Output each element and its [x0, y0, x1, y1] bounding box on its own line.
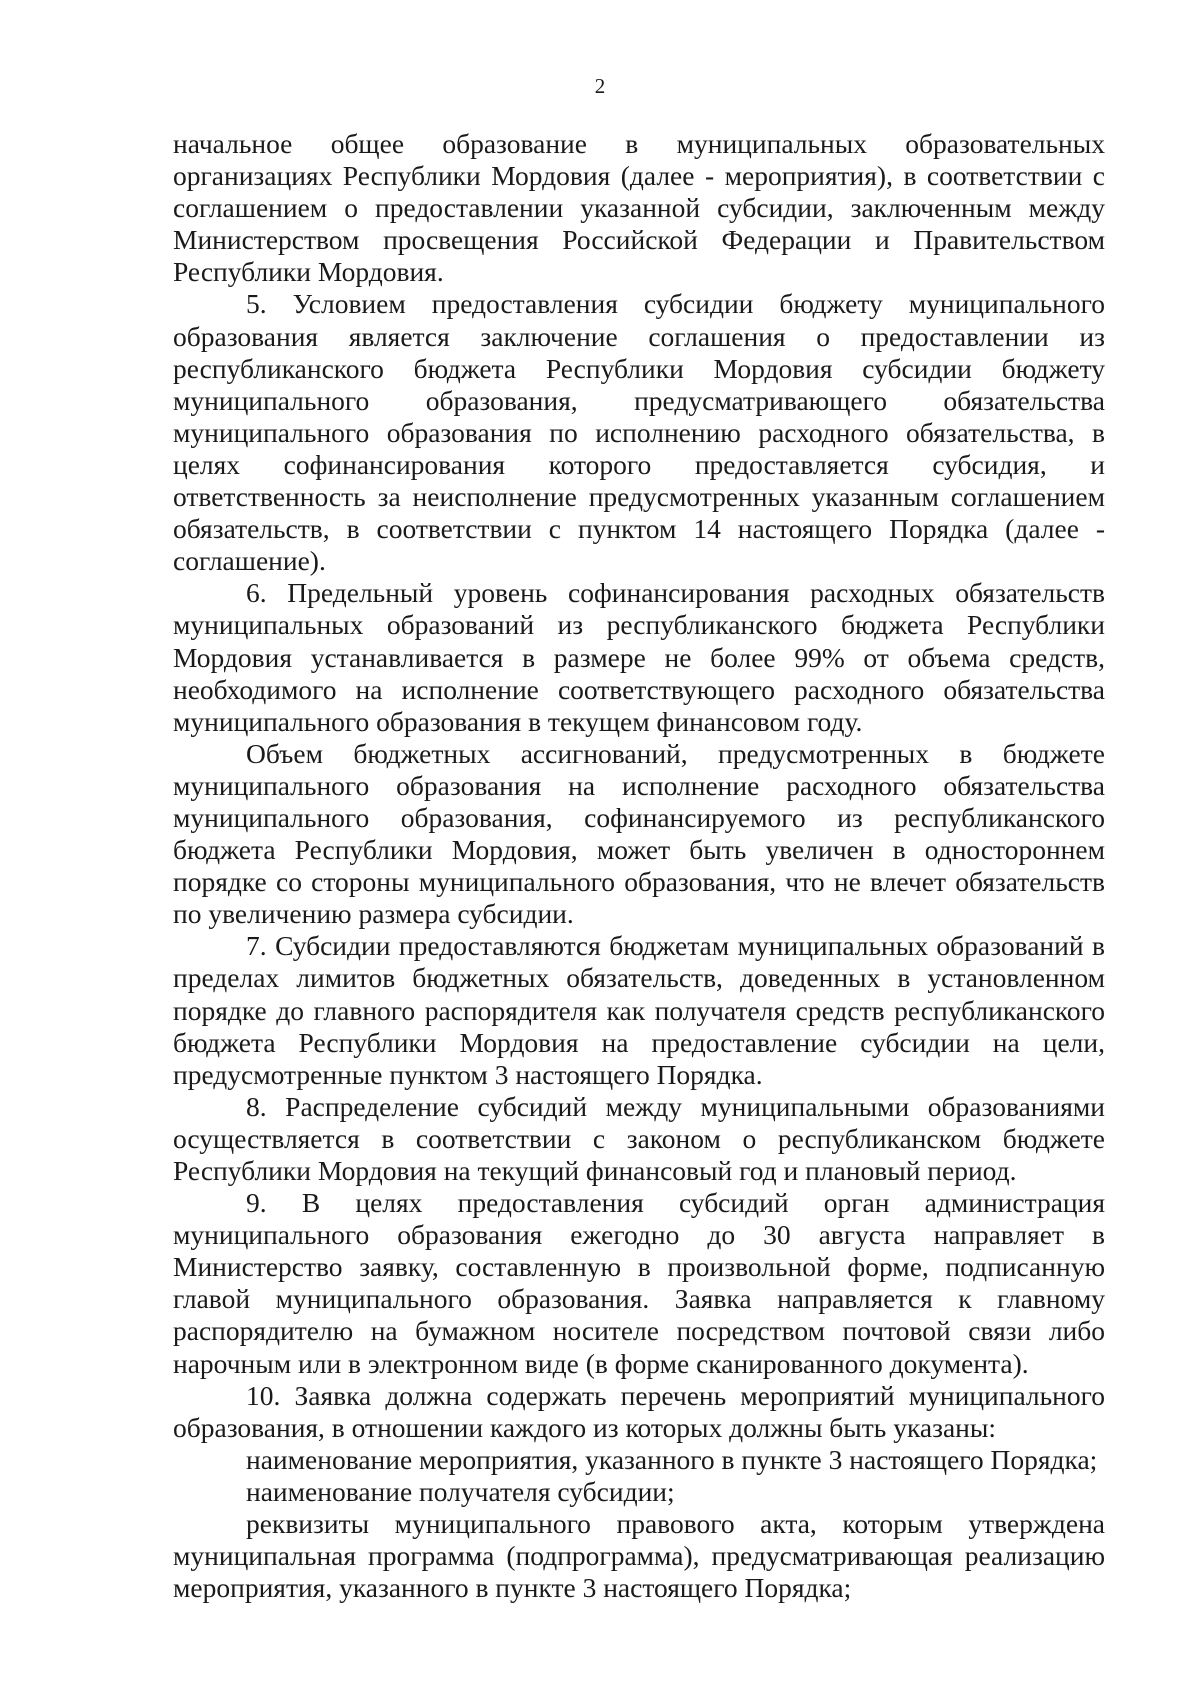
paragraph-item-10: 10. Заявка должна содержать перечень мероприятий муниципального образования, в отношении каждого из которых должны быть указаны:	[173, 1379, 1105, 1443]
paragraph-item-9: 9. В целях предоставления субсидий орган администрация муниципального образования ежегодно до 30 августа направляет в Министерство заявку, составленную в произвольной форме, подписанную главой муниципального образования. Заявка направляется к главному распорядителю на бумажном носителе посредством почтовой связи либо нарочным или в электронном виде (в форме сканированного документа).	[173, 1187, 1105, 1379]
paragraph-item-5: 5. Условием предоставления субсидии бюджету муниципального образования является заключение соглашения о предоставлении из республиканского бюджета Республики Мордовия субсидии бюджету муниципального образования, предусматривающего обязательства муниципального образования по исполнению расходного обязательства, в целях софинансирования которого предоставляется субсидия, и ответственность за неисполнение предусмотренных указанным соглашением обязательств, в соответствии с пунктом 14 настоящего Порядка (далее - соглашение).	[173, 288, 1105, 577]
document-body	[173, 128, 1105, 1604]
paragraph-item-7: 7. Субсидии предоставляются бюджетам муниципальных образований в пределах лимитов бюджетных обязательств, доведенных в установленном порядке до главного распорядителя как получателя средств республиканского бюджета Республики Мордовия на предоставление субсидии на цели, предусмотренные пунктом 3 настоящего Порядка.	[173, 930, 1105, 1090]
list-item-legal-act-details: реквизиты муниципального правового акта, которым утверждена муниципальная программа (подпрограмма), предусматривающая реализацию мероприятия, указанного в пункте 3 настоящего Порядка;	[173, 1508, 1105, 1604]
page-number: 2	[594, 74, 606, 98]
list-item-recipient-name: наименование получателя субсидии;	[246, 1475, 675, 1507]
paragraph-item-8: 8. Распределение субсидий между муниципальными образованиями осуществляется в соответствии с законом о республиканском бюджете Республики Мордовия на текущий финансовый год и плановый период.	[173, 1090, 1105, 1186]
paragraph-item-6-budget-volume: Объем бюджетных ассигнований, предусмотренных в бюджете муниципального образования на исполнение расходного обязательства муниципального образования, софинансируемого из республиканского бюджета Республики Мордовия, может быть увеличен в одностороннем порядке со стороны муниципального образования, что не влечет обязательств по увеличению размера субсидии.	[173, 737, 1105, 930]
paragraph-item-6: 6. Предельный уровень софинансирования расходных обязательств муниципальных образований из республиканского бюджета Республики Мордовия устанавливается в размере не более 99% от объема средств, необходимого на исполнение соответствующего расходного обязательства муниципального образования в текущем финансовом году.	[173, 577, 1105, 737]
paragraph-continuation: начальное общее образование в муниципальных образовательных организациях Республики Мордовия (далее - мероприятия), в соответствии с соглашением о предоставлении указанной субсидии, заключенным между Министерством просвещения Российской Федерации и Правительством Республики Мордовия.	[173, 128, 1105, 288]
list-item-event-name: наименование мероприятия, указанного в пункте 3 настоящего Порядка;	[246, 1443, 1098, 1475]
